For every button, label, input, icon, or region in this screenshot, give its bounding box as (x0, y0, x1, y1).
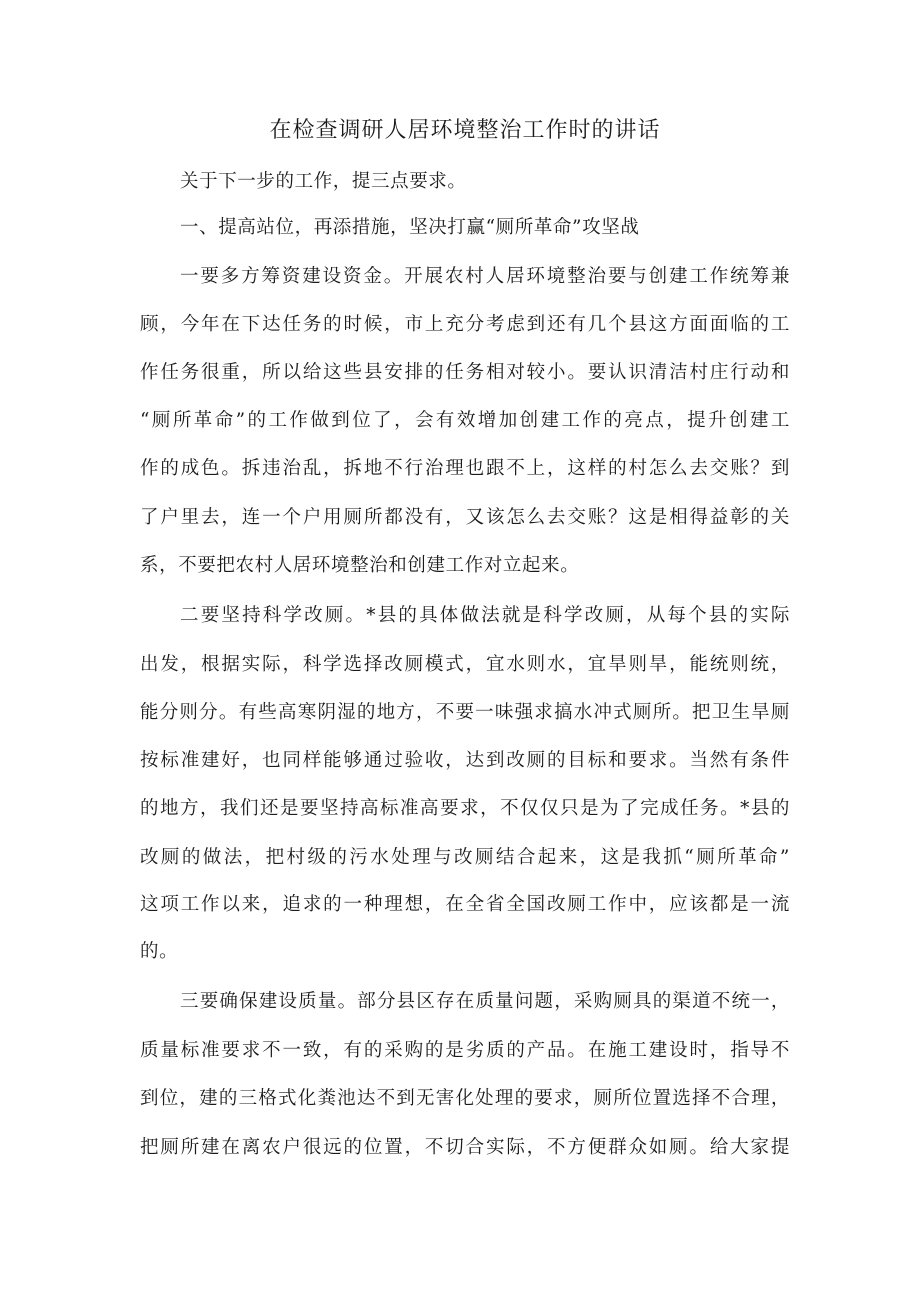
paragraph-1-line: 作的成色。拆违治乱，拆地不行治理也跟不上，这样的村怎么去交账？到 (140, 458, 790, 479)
paragraph-3-line: 质量标准要求不一致，有的采购的是劣质的产品。在施工建设时，指导不 (140, 1040, 790, 1061)
paragraph-3-line: 把厕所建在离农户很远的位置，不切合实际，不方便群众如厕。给大家提 (140, 1137, 790, 1158)
paragraph-2-line: 能分则分。有些高寒阴湿的地方，不要一味强求搞水冲式厕所。把卫生旱厕 (140, 702, 790, 723)
paragraph-3-line: 到位，建的三格式化粪池达不到无害化处理的要求，厕所位置选择不合理， (140, 1088, 790, 1109)
paragraph-1-line: 了户里去，连一个户用厕所都没有，又该怎么去交账？这是相得益彰的关 (140, 507, 790, 528)
document-title: 在检查调研人居环境整治工作时的讲话 (269, 118, 661, 143)
paragraph-3-line: 三要确保建设质量。部分县区存在质量问题，采购厕具的渠道不统一， (180, 991, 790, 1012)
paragraph-2-line: 的地方，我们还是要坚持高标准高要求，不仅仅只是为了完成任务。*县的 (140, 798, 790, 819)
intro-paragraph: 关于下一步的工作，提三点要求。 (180, 171, 467, 192)
paragraph-2-line: 出发，根据实际，科学选择改厕模式，宜水则水，宜旱则旱，能统则统， (140, 654, 790, 675)
paragraph-1-line: 作任务很重，所以给这些县安排的任务相对较小。要认识清洁村庄行动和 (140, 362, 790, 383)
paragraph-2-line: 按标准建好，也同样能够通过验收，达到改厕的目标和要求。当然有条件 (140, 750, 790, 771)
paragraph-2-line: 改厕的做法，把村级的污水处理与改厕结合起来，这是我抓“厕所革命” (140, 847, 790, 868)
section-heading-1: 一、提高站位，再添措施，坚决打赢“厕所革命”攻坚战 (180, 217, 640, 238)
paragraph-1-line: 顾，今年在下达任务的时候，市上充分考虑到还有几个县这方面面临的工 (140, 314, 790, 335)
paragraph-2-line: 这项工作以来，追求的一种理想，在全省全国改厕工作中，应该都是一流 (140, 894, 790, 915)
paragraph-2-line: 的。 (140, 941, 179, 962)
paragraph-1-line: 系，不要把农村人居环境整治和创建工作对立起来。 (140, 555, 580, 576)
paragraph-2-line: 二要坚持科学改厕。*县的具体做法就是科学改厕，从每个县的实际 (180, 605, 790, 626)
paragraph-1-line: “厕所革命”的工作做到位了，会有效增加创建工作的亮点，提升创建工 (140, 410, 790, 431)
paragraph-1-line: 一要多方筹资建设资金。开展农村人居环境整治要与创建工作统筹兼 (180, 266, 790, 287)
